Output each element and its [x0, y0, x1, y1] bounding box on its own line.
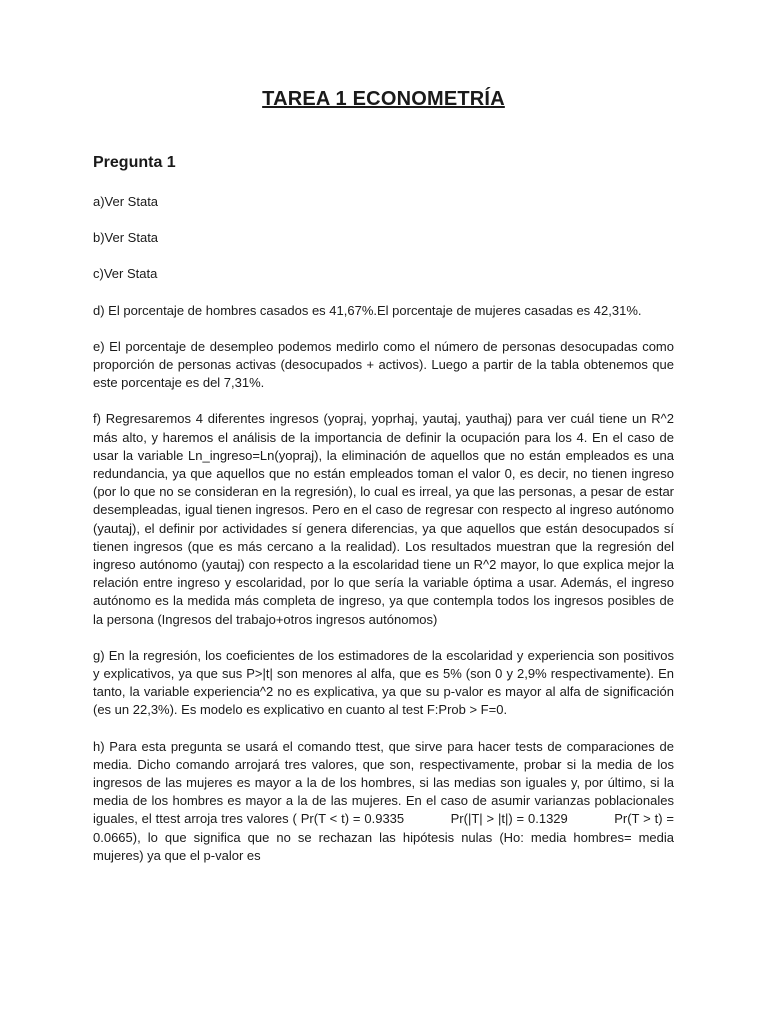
paragraph-g: g) En la regresión, los coeficientes de los estimadores de la escolaridad y experiencia son positivos y explicativos, ya que sus P>|t| son menores al alfa, que es 5% (son 0 y 2,9% respectivamente). En tanto, la variable experiencia^2 no es explicativa, ya que su p-valor es mayor al alfa de significación (es un 22,3%). Es modelo es explicativo en cuanto al test F:Prob > F=0.	[93, 647, 674, 718]
paragraph-b: b)Ver Stata	[93, 230, 159, 246]
document-page	[93, 0, 678, 1024]
paragraph-c: c)Ver Stata	[93, 266, 158, 282]
paragraph-e: e) El porcentaje de desempleo podemos medirlo como el número de personas desocupadas como proporción de personas activas (desocupados + activos). Luego a partir de la tabla obtenemos que este porcentaje es del 7,31%.	[93, 338, 674, 391]
document-title: TAREA 1 ECONOMETRÍA	[262, 88, 505, 110]
paragraph-h: h) Para esta pregunta se usará el comando ttest, que sirve para hacer tests de comparaciones de media. Dicho comando arrojará tres valores, que son, respectivamente, probar si la media de los ingresos de las mujeres es mayor a la de los hombres, si las medias son iguales y, por último, si la media de los hombres es mayor a la de las mujeres. En el caso de asumir varianzas poblacionales iguales, el ttest arroja tres valores ( Pr(T < t) = 0.9335 Pr(|T| > |t|) = 0.1329 Pr(T > t) = 0.0665), lo que significa que no se rechazan las hipótesis nulas (Ho: media hombres= media mujeres) ya que el p-valor es	[93, 738, 678, 863]
section-heading: Pregunta 1	[93, 154, 176, 171]
paragraph-a: a)Ver Stata	[93, 194, 159, 209]
document-body	[93, 193, 678, 883]
paragraph-d: d) El porcentaje de hombres casados es 41,67%.El porcentaje de mujeres casadas es 42,31%.	[93, 302, 642, 318]
paragraph-f: f) Regresaremos 4 diferentes ingresos (yopraj, yoprhaj, yautaj, yauthaj) para ver cuál tiene un R^2 más alto, y haremos el análisis de la importancia de definir la ocupación para los 4. En el caso de usar la variable Ln_ingreso=Ln(yopraj), la eliminación de aquellos que no están empleados es una redundancia, ya que aquellos que no están empleados toman el valor 0, es decir, no tienen ingreso (por lo que no se consideran en la regresión), lo cual es irreal, ya que las personas, a pesar de estar desempleadas, igual tienen ingresos. Pero en el caso de regresar con respecto al ingreso autónomo (yautaj), el definir por actividades sí genera diferencias, ya que aquellos que están desocupados sí tienen ingresos (que es más cercano a la realidad). Los resultados muestran que la regresión del ingreso autónomo (yautaj) con respecto a la escolaridad tiene un R^2 mayor, lo que explica mejor la relación entre ingreso y escolaridad, por lo que sería la variable óptima a usar. Además, el ingreso autónomo es la medida más completa de ingreso, ya que contempla todos los ingresos posibles de la persona (Ingresos del trabajo+otros ingresos autónomos)	[93, 411, 674, 627]
